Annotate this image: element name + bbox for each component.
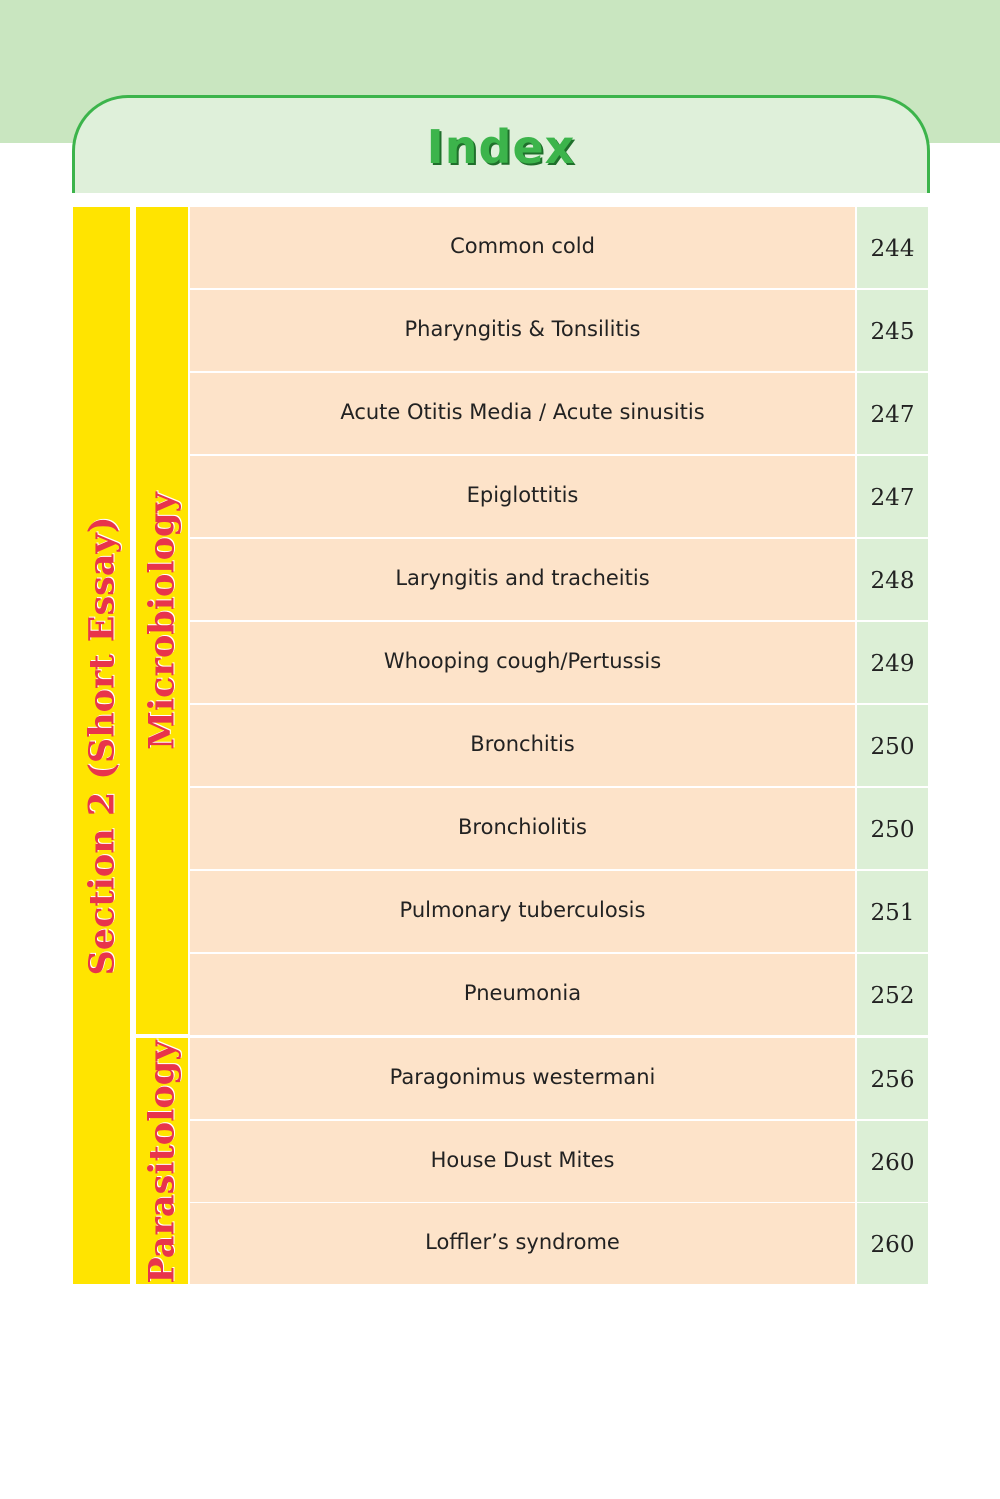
- index-page-number: 247: [857, 456, 928, 537]
- page-title: Index: [426, 120, 576, 174]
- index-topic: Pneumonia: [190, 954, 855, 1035]
- index-topic: Paragonimus westermani: [190, 1038, 855, 1119]
- index-page-number: 250: [857, 788, 928, 869]
- group-microbiology: [136, 207, 188, 1034]
- title-tab: [72, 95, 930, 193]
- index-page-number: 260: [857, 1203, 928, 1284]
- index-page-number: 247: [857, 373, 928, 454]
- index-topic: Whooping cough/Pertussis: [190, 622, 855, 703]
- group-parasitology: [136, 1038, 188, 1284]
- index-page-number: 260: [857, 1121, 928, 1202]
- index-topic: Laryngitis and tracheitis: [190, 539, 855, 620]
- index-page-number: 249: [857, 622, 928, 703]
- index-topic: Acute Otitis Media / Acute sinusitis: [190, 373, 855, 454]
- index-row: [190, 1038, 928, 1119]
- index-topic: Pulmonary tuberculosis: [190, 871, 855, 952]
- group-label-microbiology: Microbiology: [141, 492, 183, 750]
- index-topic: Bronchitis: [190, 705, 855, 786]
- index-page-number: 248: [857, 539, 928, 620]
- index-topic: Common cold: [190, 207, 855, 288]
- index-page-number: 245: [857, 290, 928, 371]
- index-topic: Pharyngitis & Tonsilitis: [190, 290, 855, 371]
- index-topic: House Dust Mites: [190, 1121, 855, 1202]
- index-row: [190, 871, 928, 952]
- index-row: [190, 622, 928, 703]
- index-page-number: 244: [857, 207, 928, 288]
- index-topic: Loffler’s syndrome: [190, 1203, 855, 1284]
- index-row: [190, 290, 928, 371]
- index-row: [190, 954, 928, 1035]
- index-page-number: 256: [857, 1038, 928, 1119]
- index-row: [190, 373, 928, 454]
- index-topic: Epiglottitis: [190, 456, 855, 537]
- index-page-number: 252: [857, 954, 928, 1035]
- index-page-number: 251: [857, 871, 928, 952]
- index-row: [190, 1203, 928, 1284]
- section-column: [73, 207, 130, 1284]
- index-topic: Bronchiolitis: [190, 788, 855, 869]
- index-row: [190, 539, 928, 620]
- group-label-parasitology: Parasitology: [141, 1040, 183, 1284]
- index-row: [190, 207, 928, 288]
- section-label: Section 2 (Short Essay): [81, 516, 122, 975]
- index-row: [190, 1121, 928, 1202]
- index-row: [190, 456, 928, 537]
- index-row: [190, 788, 928, 869]
- index-row: [190, 705, 928, 786]
- index-page-number: 250: [857, 705, 928, 786]
